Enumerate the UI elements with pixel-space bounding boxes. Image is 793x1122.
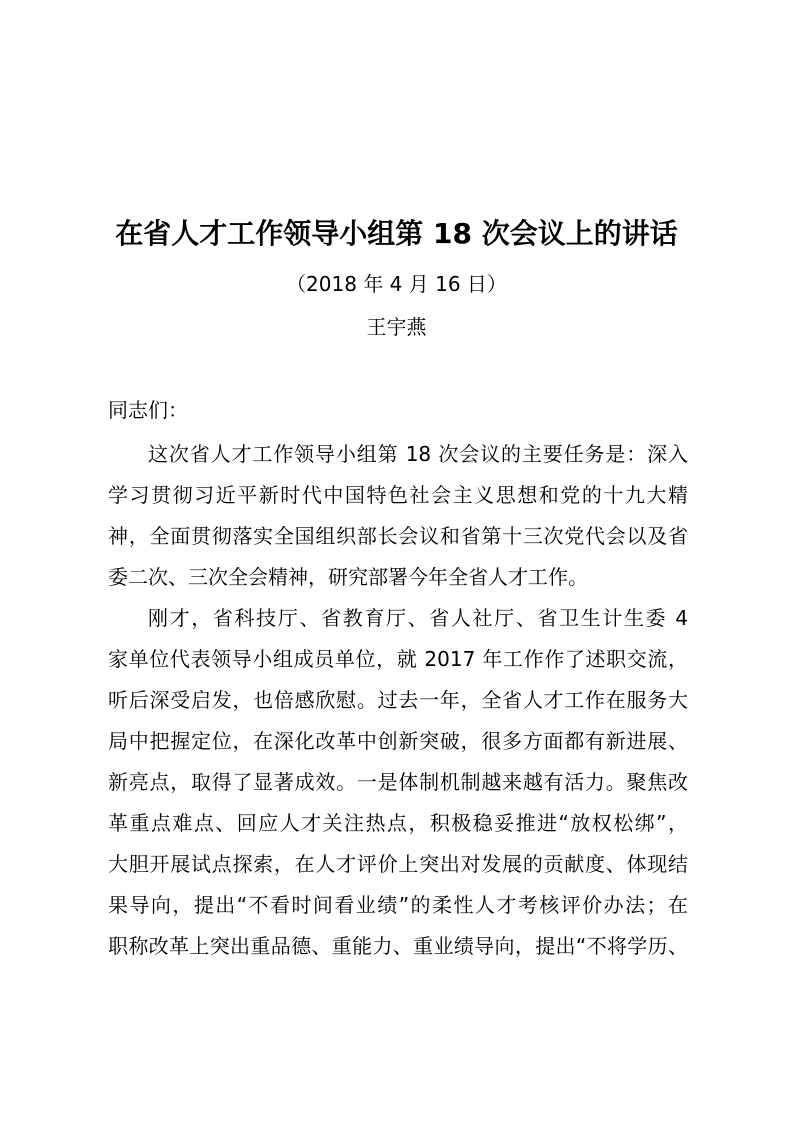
paragraph-1-line-3: 神，全面贯彻落实全国组织部长会议和省第十三次党代会以及省 xyxy=(108,524,688,548)
salutation: 同志们： xyxy=(108,398,188,422)
paragraph-2-line-8: 果导向，提出“不看时间看业绩”的柔性人才考核评价办法；在 xyxy=(108,893,688,917)
document-date: （2018 年 4 月 16 日） xyxy=(286,272,507,296)
paragraph-1-line-4: 委二次、三次全会精神，研究部署今年全省人才工作。 xyxy=(108,565,588,589)
paragraph-1-line-1: 这次省人才工作领导小组第 18 次会议的主要任务是：深入 xyxy=(148,442,688,466)
paragraph-2-line-2: 家单位代表领导小组成员单位，就 2017 年工作作了述职交流， xyxy=(108,647,688,671)
paragraph-2-line-5: 新亮点，取得了显著成效。一是体制机制越来越有活力。聚焦改 xyxy=(108,770,688,794)
document-title: 在省人才工作领导小组第 18 次会议上的讲话 xyxy=(115,217,678,250)
paragraph-2-line-1: 刚才，省科技厅、省教育厅、省人社厅、省卫生计生委 4 xyxy=(148,606,688,630)
paragraph-1-line-2: 学习贯彻习近平新时代中国特色社会主义思想和党的十九大精 xyxy=(108,483,688,507)
paragraph-2-line-7: 大胆开展试点探索，在人才评价上突出对发展的贡献度、体现结 xyxy=(108,852,688,876)
paragraph-2-line-6: 革重点难点、回应人才关注热点，积极稳妥推进“放权松绑”， xyxy=(108,811,688,835)
document-author: 王宇燕 xyxy=(366,315,427,339)
paragraph-2-line-9: 职称改革上突出重品德、重能力、重业绩导向，提出“不将学历、 xyxy=(108,934,688,958)
paragraph-2-line-3: 听后深受启发，也倍感欣慰。过去一年，全省人才工作在服务大 xyxy=(108,688,688,712)
paragraph-2-line-4: 局中把握定位，在深化改革中创新突破，很多方面都有新进展、 xyxy=(108,729,688,753)
